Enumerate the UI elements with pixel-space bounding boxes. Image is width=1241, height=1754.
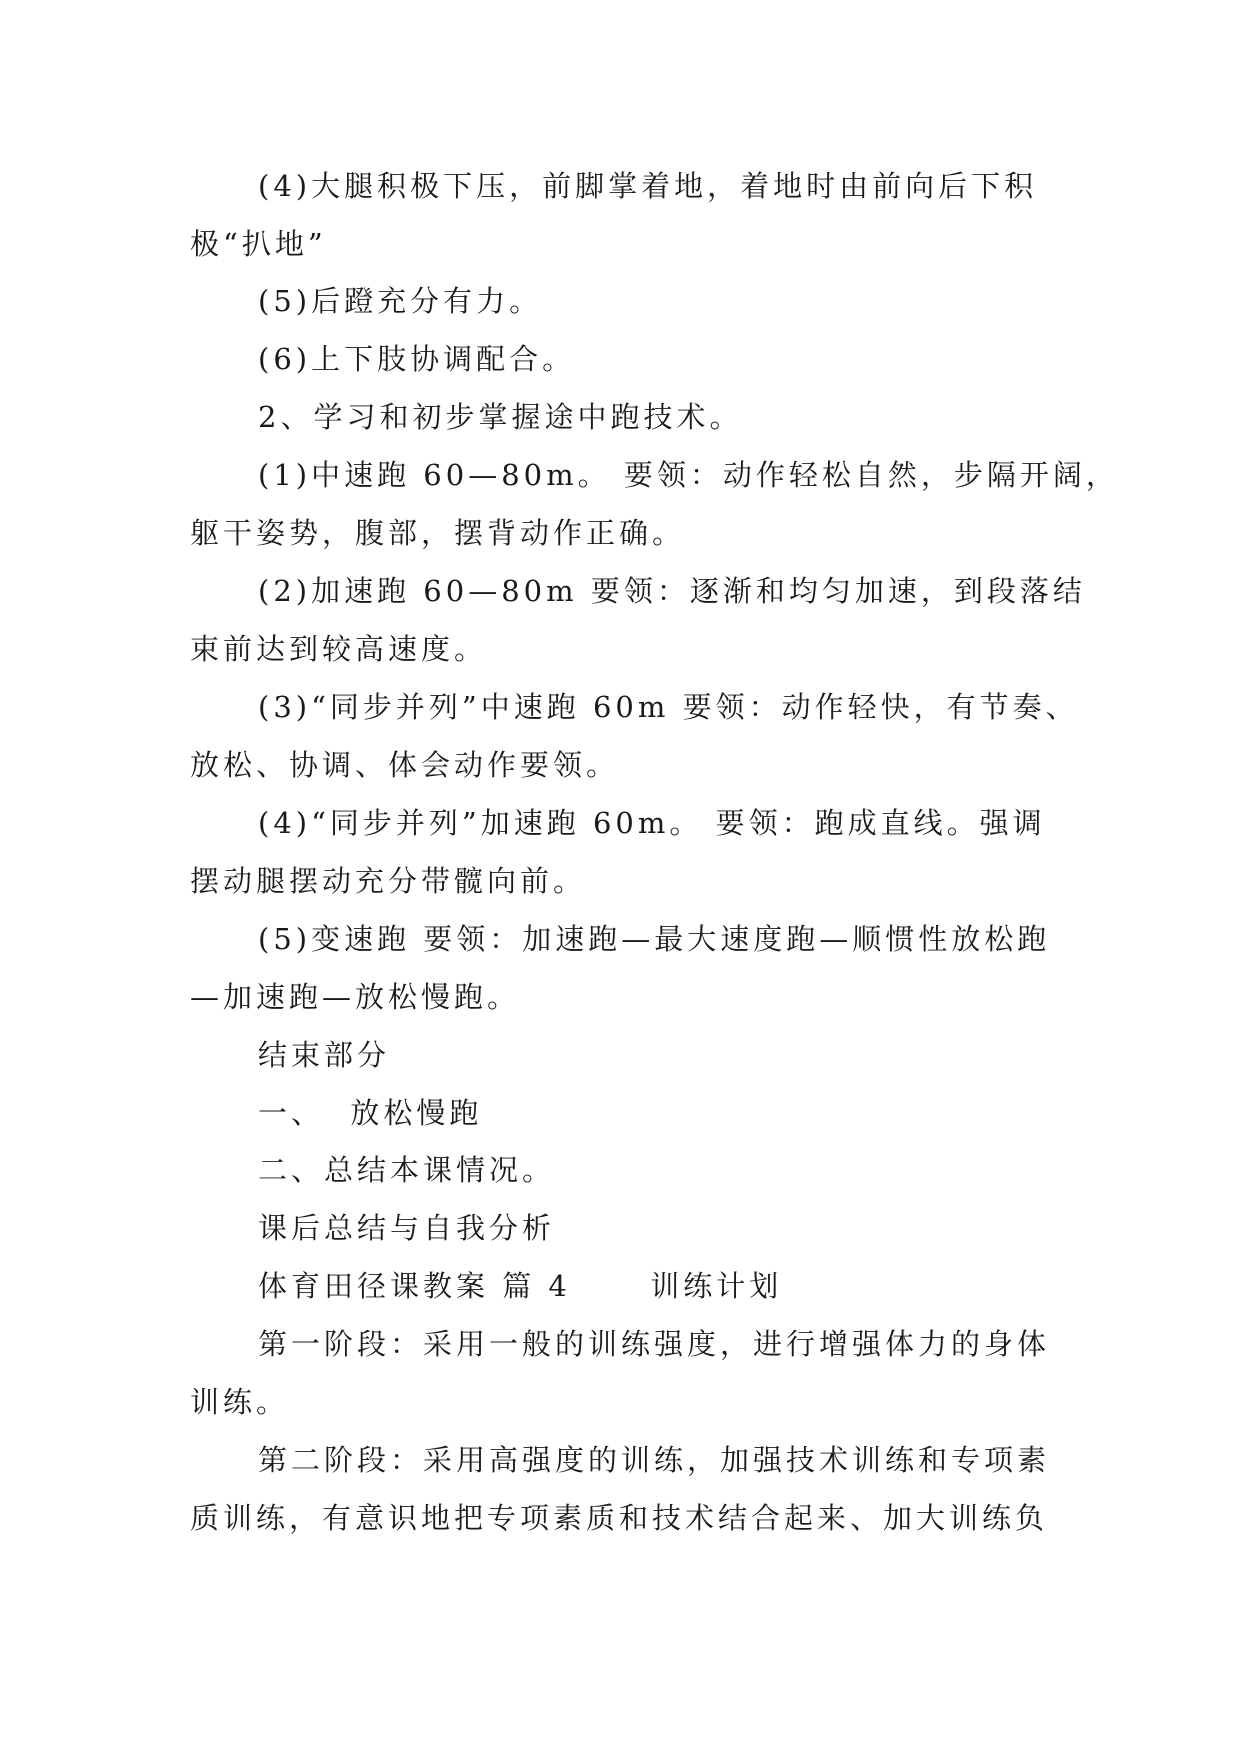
paragraph-line: (1)中速跑 60—80m。 要领：动作轻松自然，步隔开阔， <box>258 458 1119 492</box>
paragraph-line: 极“扒地” <box>190 227 327 261</box>
paragraph-line: —加速跑—放松慢跑。 <box>190 980 521 1014</box>
paragraph-line: 放松、协调、体会动作要领。 <box>190 748 620 782</box>
paragraph-line: 第一阶段：采用一般的训练强度，进行增强体力的身体 <box>258 1327 1051 1361</box>
paragraph-line: 束前达到较高速度。 <box>190 632 488 666</box>
paragraph-line: 躯干姿势，腹部，摆背动作正确。 <box>190 516 686 550</box>
section-heading: 体育田径课教案 篇 4 训练计划 <box>258 1269 783 1303</box>
paragraph-line: (6)上下肢协调配合。 <box>258 342 576 376</box>
section-heading: 结束部分 <box>258 1038 391 1072</box>
paragraph-line: 训练。 <box>190 1385 290 1419</box>
paragraph-line: 一、 放松慢跑 <box>258 1096 483 1130</box>
paragraph-line: 质训练，有意识地把专项素质和技术结合起来、加大训练负 <box>190 1501 1049 1535</box>
section-heading: 课后总结与自我分析 <box>258 1211 556 1245</box>
paragraph-line: 第二阶段：采用高强度的训练，加强技术训练和专项素 <box>258 1443 1051 1477</box>
paragraph-line: (5)后蹬充分有力。 <box>258 284 543 318</box>
paragraph-line: (4)“同步并列”加速跑 60m。 要领：跑成直线。强调 <box>258 806 1046 840</box>
paragraph-line: 二、总结本课情况。 <box>258 1153 556 1187</box>
paragraph-line: (2)加速跑 60—80m 要领：逐渐和均匀加速，到段落结 <box>258 574 1086 608</box>
paragraph-line: (3)“同步并列”中速跑 60m 要领：动作轻快，有节奏、 <box>258 690 1079 724</box>
paragraph-line: (5)变速跑 要领：加速跑—最大速度跑—顺惯性放松跑 <box>258 922 1051 956</box>
paragraph-line: 摆动腿摆动充分带髋向前。 <box>190 864 587 898</box>
paragraph-line: (4)大腿积极下压，前脚掌着地，着地时由前向后下积 <box>258 169 1038 203</box>
paragraph-line: 2、学习和初步掌握途中跑技术。 <box>258 400 743 434</box>
